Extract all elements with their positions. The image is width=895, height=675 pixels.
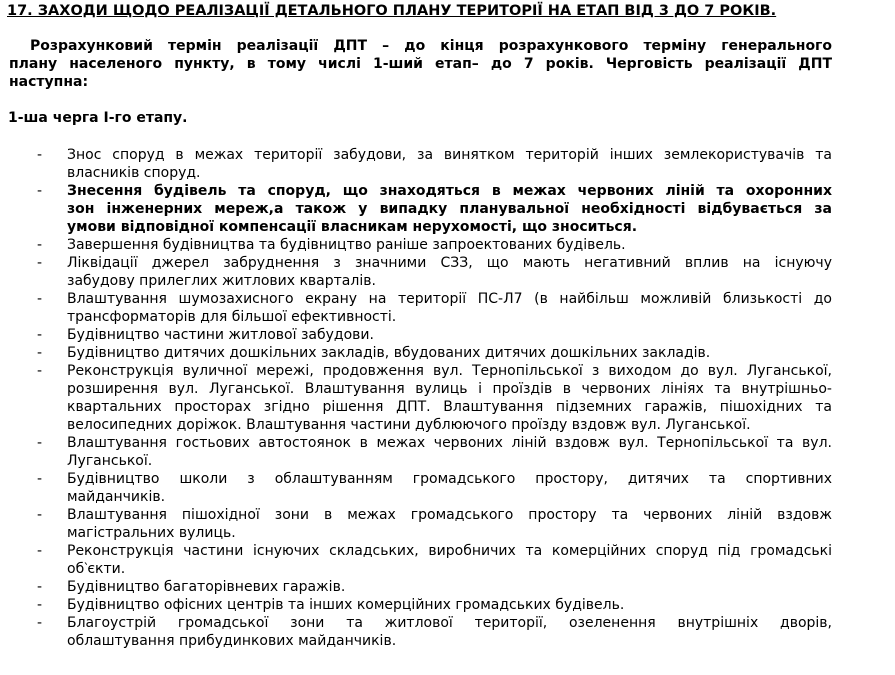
list-bullet: - <box>37 471 43 487</box>
list-item-line: власників споруд. <box>67 165 201 181</box>
list-item-line: Влаштування шумозахисного екрану на території ПС-Л7 (в найбільш можливій близькості до <box>67 291 832 307</box>
list-item-line: зон інженерних мереж,а також у випадку планувальної необхідності відбувається за <box>67 201 832 217</box>
list-bullet: - <box>37 543 43 559</box>
list-bullet: - <box>37 147 43 163</box>
list-bullet: - <box>37 327 43 343</box>
list-item-line: облаштування прибудинкових майданчиків. <box>67 633 397 649</box>
list-bullet: - <box>37 579 43 595</box>
list-item-line: Знесення будівель та споруд, що знаходяться в межах червоних ліній та охоронних <box>67 183 832 199</box>
list-item-line: Завершення будівництва та будівництво раніше запроектованих будівель. <box>67 237 626 253</box>
list-item-line: Влаштування пішохідної зони в межах громадського простору та червоних ліній вздовж <box>67 507 832 523</box>
list-bullet: - <box>37 255 43 271</box>
list-item-line: Ліквідації джерел забруднення з значними СЗЗ, що мають негативний вплив на існуючу <box>67 255 832 271</box>
list-bullet: - <box>37 435 43 451</box>
list-bullet: - <box>37 291 43 307</box>
list-item-line: велосипедних доріжок. Влаштування частини дублюючого проїзду вздовж вул. Луганської. <box>67 417 751 433</box>
list-bullet: - <box>37 615 43 631</box>
list-item-line: умови відповідної компенсації власникам нерухомості, що зноситься. <box>67 219 638 235</box>
list-item-line: розширення вул. Луганської. Влаштування вулиць і проїздів в червоних лініях та внутрішньо- <box>67 381 832 397</box>
section-heading: 17. ЗАХОДИ ЩОДО РЕАЛІЗАЦІЇ ДЕТАЛЬНОГО ПЛАНУ ТЕРИТОРІЇ НА ЕТАП ВІД 3 ДО 7 РОКІВ. <box>7 3 777 19</box>
list-bullet: - <box>37 507 43 523</box>
list-bullet: - <box>37 183 43 199</box>
intro-line-2: плану населеного пункту, в тому числі 1-ший етап– до 7 років. Черговість реалізації ДПТ <box>9 56 832 72</box>
intro-line-1: Розрахунковий термін реалізації ДПТ – до кінця розрахункового терміну генерального <box>30 38 832 54</box>
list-item-line: Влаштування гостьових автостоянок в межах червоних ліній вздовж вул. Тернопільської та вул. <box>67 435 832 451</box>
list-item-line: квартальних просторах згідно рішення ДПТ. Влаштування підземних гаражів, пішохідних та <box>67 399 832 415</box>
list-item-line: майданчиків. <box>67 489 166 505</box>
list-bullet: - <box>37 345 43 361</box>
list-item-line: об‵єкти. <box>67 561 126 577</box>
list-item-line: Луганської. <box>67 453 153 469</box>
list-item-line: Знос споруд в межах території забудови, за винятком територій інших землекористувачів та <box>67 147 832 163</box>
list-item-line: Будівництво школи з облаштуванням громадського простору, дитячих та спортивних <box>67 471 832 487</box>
list-item-line: Реконструкція частини існуючих складських, виробничих та комерційних споруд під громадські <box>67 543 832 559</box>
list-item-line: Будівництво частини житлової забудови. <box>67 327 374 343</box>
list-bullet: - <box>37 237 43 253</box>
intro-line-3: наступна: <box>9 74 89 90</box>
list-item-line: Будівництво офісних центрів та інших комерційних громадських будівель. <box>67 597 625 613</box>
list-item-line: магістральних вулиць. <box>67 525 236 541</box>
list-bullet: - <box>37 597 43 613</box>
list-bullet: - <box>37 363 43 379</box>
stage-subheading: 1-ша черга І-го етапу. <box>8 110 188 126</box>
list-item-line: Благоустрій громадської зони та житлової території, озеленення внутрішніх дворів, <box>67 615 832 631</box>
list-item-line: Будівництво багаторівневих гаражів. <box>67 579 346 595</box>
list-item-line: забудову прилеглих житлових кварталів. <box>67 273 376 289</box>
list-item-line: Будівництво дитячих дошкільних закладів, вбудованих дитячих дошкільних закладів. <box>67 345 711 361</box>
list-item-line: Реконструкція вуличної мережі, продовження вул. Тернопільської з виходом до вул. Луганської, <box>67 363 832 379</box>
list-item-line: трансформаторів для більшої ефективності. <box>67 309 397 325</box>
